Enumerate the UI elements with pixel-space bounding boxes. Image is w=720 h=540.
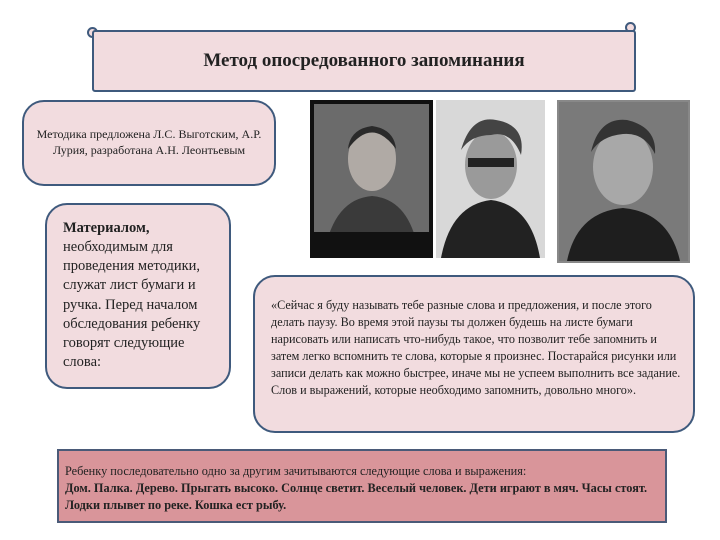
instruction-quote: «Сейчас я буду называть тебе разные слова и предложения, и после этого делать паузу. Во время этой паузы ты должен будешь на листе бумаги нарисовать или написать что-нибудь такое, что позволит тебе запомнить и затем легко вспомнить те слова, которые я произнес. Постарайся рисунки или записи делать как можно быстрее, иначе мы не успеем выполнить все задание. Слов и выражений, которые необходимо запомнить, довольно много».	[271, 298, 681, 398]
portrait-image	[559, 102, 688, 261]
title-banner	[92, 30, 636, 92]
portrait-image	[314, 104, 429, 254]
author-note: Методика предложена Л.С. Выготским, А.Р. Лурия, разработана А.Н. Леонтьевым	[36, 127, 262, 157]
page-title: Метод опосредованного запоминания	[203, 50, 525, 71]
materials-text: необходимым для проведения методики, служат лист бумаги и ручка. Перед началом обследования ребенку говорят следующие слова:	[63, 239, 201, 370]
portrait-leontiev	[557, 100, 690, 263]
instruction-quote-box	[253, 275, 695, 433]
portrait-vygotsky	[310, 100, 433, 258]
materials-box	[45, 203, 231, 389]
word-list-box	[57, 449, 667, 523]
word-list: Дом. Палка. Дерево. Прыгать высоко. Солнце светит. Веселый человек. Дети играют в мяч. Часы стоят. Лодки плывет по реке. Кошка ест рыбу.	[65, 481, 648, 513]
materials-heading: Материалом,	[63, 220, 150, 236]
portrait-luria	[436, 100, 545, 258]
word-list-intro: Ребенку последовательно одно за другим зачитываются следующие слова и выражения:	[65, 464, 527, 478]
author-note-box	[22, 100, 276, 186]
portrait-image	[436, 100, 545, 258]
